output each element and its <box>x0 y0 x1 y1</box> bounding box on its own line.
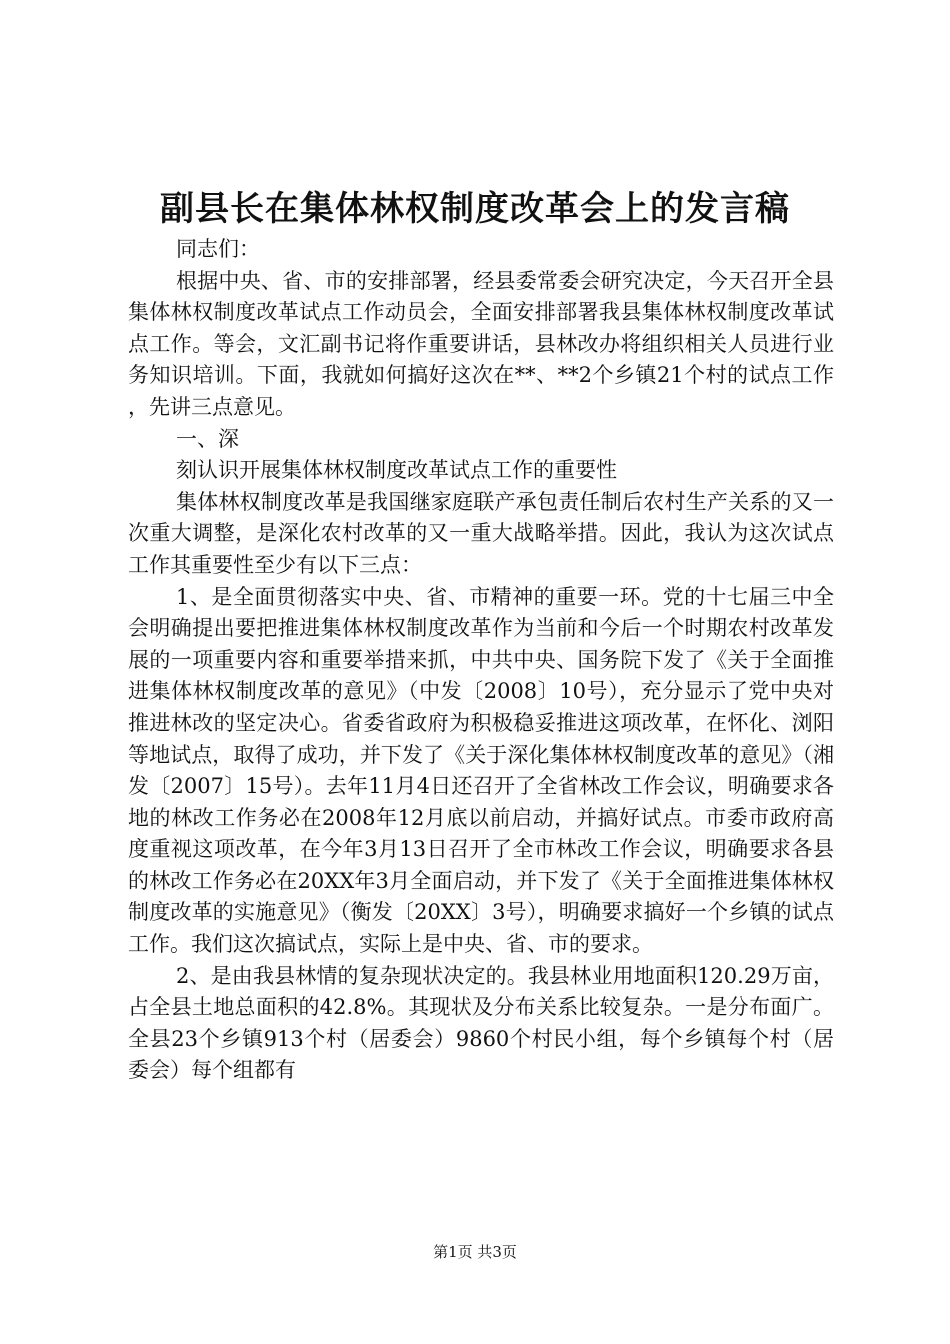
document-title: 副县长在集体林权制度改革会上的发言稿 <box>160 189 790 229</box>
intro-paragraph: 根据中央、省、市的安排部署，经县委常委会研究决定，今天召开全县集体林权制度改革试点工作动员会，全面安排部署我县集体林权制度改革试点工作。等会，文汇副书记将作重要讲话，县林改办将组织相关人员进行业务知识培训。下面，我就如何搞好这次在**、**2个乡镇21个村的试点工作，先讲三点意见。 <box>128 268 834 419</box>
section-heading-fragment: 一、深 <box>176 426 239 451</box>
page-footer: 第1页 共3页 <box>433 1243 517 1261</box>
body-paragraph: 2、是由我县林情的复杂现状决定的。我县林业用地面积120.29万亩，占全县土地总面积的42.8%。其现状及分布关系比较复杂。一是分布面广。全县23个乡镇913个村（居委会）9860个村民小组，每个乡镇每个村（居委会）每个组都有 <box>128 963 834 1083</box>
salutation-paragraph: 同志们： <box>176 237 260 261</box>
body-paragraph: 集体林权制度改革是我国继家庭联产承包责任制后农村生产关系的又一次重大调整，是深化农村改革的又一重大战略举措。因此，我认为这次试点工作其重要性至少有以下三点： <box>128 489 834 577</box>
document-body <box>128 234 834 1087</box>
body-paragraph: 1、是全面贯彻落实中央、省、市精神的重要一环。党的十七届三中全会明确提出要把推进集体林权制度改革作为当前和今后一个时期农村改革发展的一项重要内容和重要举措来抓，中共中央、国务院下发了《关于全面推进集体林权制度改革的意见》（中发〔2008〕10号），充分显示了党中央对推进林改的坚定决心。省委省政府为积极稳妥推进这项改革，在怀化、浏阳等地试点，取得了成功，并下发了《关于深化集体林权制度改革的意见》（湘发〔2007〕15号）。去年11月4日还召开了全省林改工作会议，明确要求各地的林改工作务必在2008年12月底以前启动，并搞好试点。市委市政府高度重视这项改革，在今年3月13日召开了全市林改工作会议，明确要求各县的林改工作务必在20XX年3月全面启动，并下发了《关于全面推进集体林权制度改革的实施意见》（衡发〔20XX〕3号），明确要求搞好一个乡镇的试点工作。我们这次搞试点，实际上是中央、省、市的要求。 <box>128 584 834 957</box>
section-heading: 刻认识开展集体林权制度改革试点工作的重要性 <box>176 458 617 483</box>
